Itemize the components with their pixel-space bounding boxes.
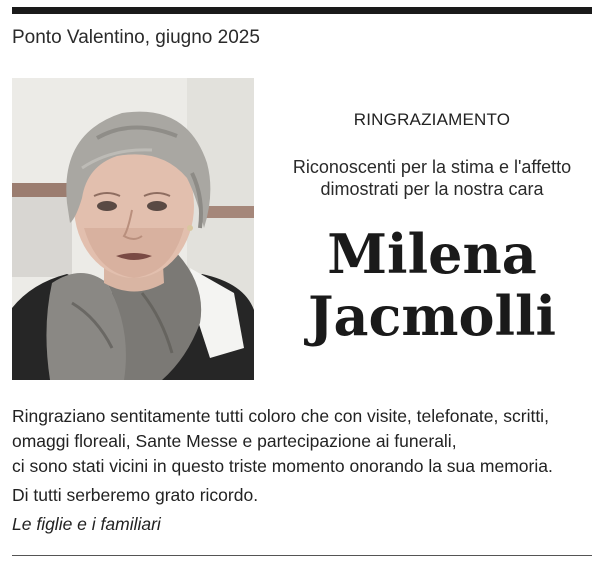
place-date: Ponto Valentino, giugno 2025 [12,27,260,48]
closing-line: Di tutti serberemo grato ricordo. [12,485,259,505]
deceased-last-name: Jacmolli [307,284,557,348]
message-line: omaggi floreali, Sante Messe e partecipazione ai funerali, [12,431,457,451]
bottom-rule [12,555,592,556]
deceased-first-name: Milena [327,222,537,286]
top-rule [12,7,592,14]
portrait-photo [12,78,254,380]
intro-text [276,156,588,200]
message-line: ci sono stati vicini in questo triste momento onorando la sua memoria. [12,456,553,476]
notice-heading: RINGRAZIAMENTO [353,110,511,129]
thanks-message [12,404,598,479]
intro-line: Riconoscenti per la stima e l'affetto [292,157,572,177]
intro-line: dimostrati per la nostra cara [320,179,544,199]
signature: Le figlie e i familiari [12,514,161,534]
message-line: Ringraziano sentitamente tutti coloro che con visite, telefonate, scritti, [12,406,549,426]
